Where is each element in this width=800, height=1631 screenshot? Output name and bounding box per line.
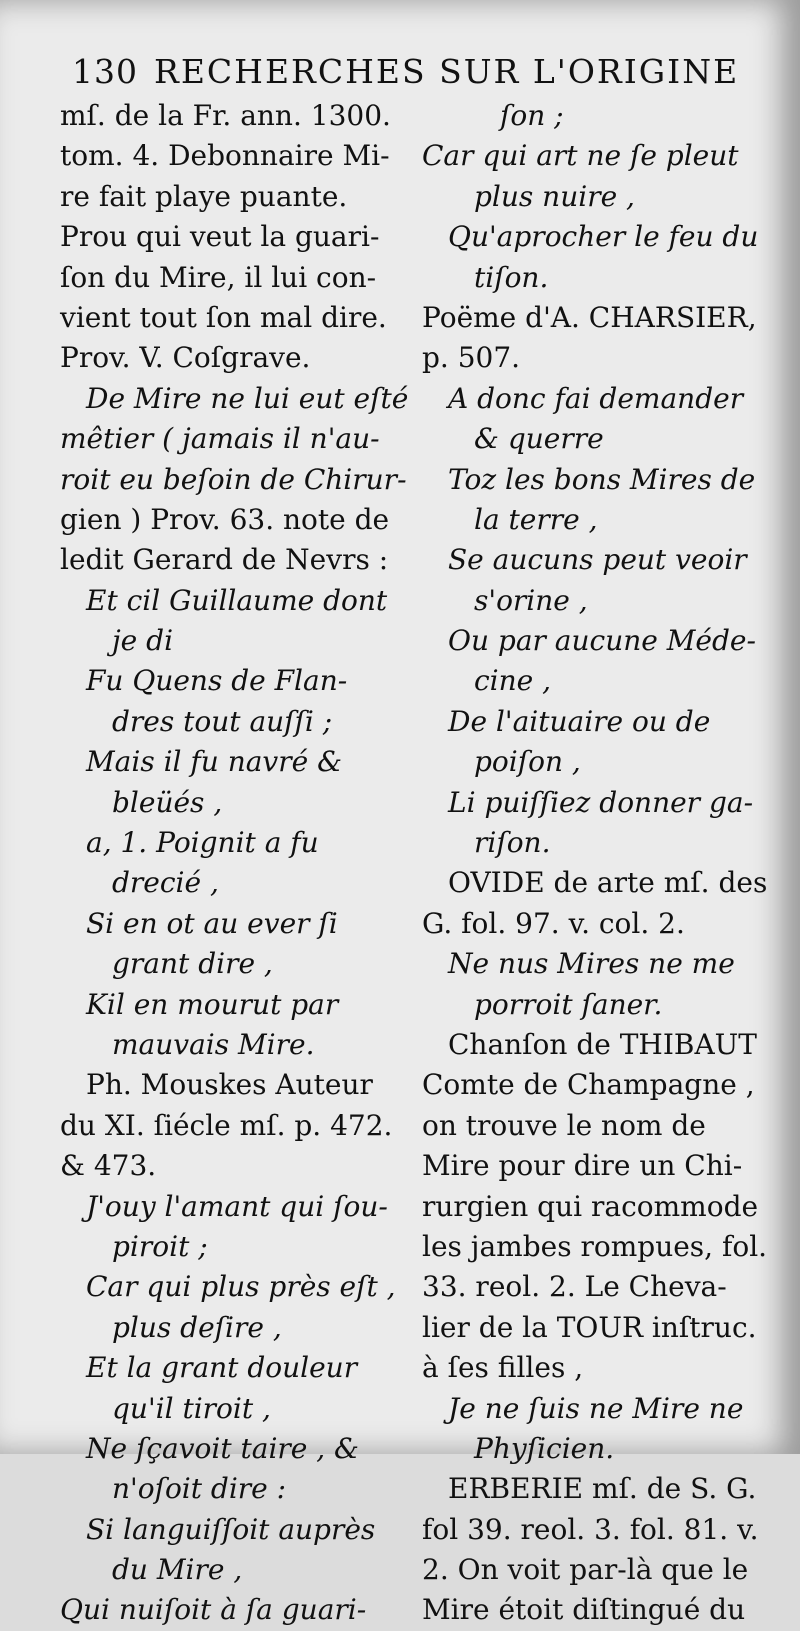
- left-column-line: Et la grant douleur: [86, 1351, 358, 1385]
- left-column-line: qu'il tiroit ,: [112, 1391, 271, 1425]
- right-column-line: lier de la TOUR inſtruc.: [422, 1310, 757, 1344]
- right-column-line: Chanſon de THIBAUT: [448, 1027, 757, 1061]
- left-column-line: Qui nuiſoit à ſa guari-: [60, 1593, 367, 1627]
- right-column-line: A donc fai demander: [448, 381, 744, 415]
- right-column-line: G. fol. 97. v. col. 2.: [422, 906, 685, 940]
- left-column-line: Ph. Mouskes Auteur: [86, 1068, 373, 1102]
- left-column-line: Car qui plus près eſt ,: [86, 1270, 396, 1304]
- right-column-line: Mire pour dire un Chi-: [422, 1149, 743, 1183]
- left-column-line: Mais il fu navré &: [86, 745, 343, 779]
- left-column-line: roit eu beſoin de Chirur-: [60, 462, 407, 496]
- right-column-line: Ne nus Mires ne me: [448, 947, 735, 981]
- left-column-line: Ne ſçavoit taire , &: [86, 1431, 359, 1465]
- right-column-line: s'orine ,: [474, 583, 588, 617]
- left-column-line: Si en ot au ever ſi: [86, 906, 338, 940]
- running-header: [72, 52, 752, 96]
- right-column-line: 33. reol. 2. Le Cheva-: [422, 1270, 727, 1304]
- left-column-line: bleüés ,: [112, 785, 223, 819]
- right-column-line: Ou par aucune Méde-: [448, 624, 756, 658]
- left-column-line: mêtier ( jamais il n'au-: [60, 422, 380, 456]
- page-number: 130: [72, 52, 138, 91]
- right-column-line: Toz les bons Mires de: [448, 462, 756, 496]
- right-column-line: à ſes filles ,: [422, 1351, 584, 1385]
- left-column-line: a, 1. Poignit a fu: [86, 826, 319, 860]
- left-column-line: Kil en mourut par: [86, 987, 339, 1021]
- right-column-line: Li puiſſiez donner ga-: [448, 785, 754, 819]
- right-column-line: porroit ſaner.: [474, 987, 663, 1021]
- left-column-line: tom. 4. Debonnaire Mi-: [60, 139, 390, 173]
- right-column-line: tiſon.: [474, 260, 549, 294]
- left-column-line: du XI. ſiécle mſ. p. 472.: [60, 1108, 393, 1142]
- running-title: RECHERCHES SUR L'ORIGINE: [154, 52, 740, 91]
- right-column-line: rurgien qui racommode: [422, 1189, 759, 1223]
- left-column-line: Et cil Guillaume dont: [86, 583, 388, 617]
- left-column-line: je di: [112, 624, 174, 658]
- right-column-line: Phyſicien.: [474, 1431, 615, 1465]
- left-column-line: plus deſire ,: [112, 1310, 282, 1344]
- left-column-line: re fait playe puante.: [60, 179, 348, 213]
- right-column-line: plus nuire ,: [474, 179, 635, 213]
- left-column-line: drecié ,: [112, 866, 219, 900]
- right-column-line: Se aucuns peut veoir: [448, 543, 747, 577]
- right-column: [422, 96, 768, 1627]
- left-column-line: du Mire ,: [112, 1553, 243, 1587]
- right-column-line: p. 507.: [422, 341, 521, 375]
- left-column-line: ſon du Mire, il lui con-: [60, 260, 377, 294]
- left-column-line: Fu Quens de Flan-: [86, 664, 348, 698]
- right-column-line: ſon ;: [500, 99, 564, 132]
- left-column-line: mſ. de la Fr. ann. 1300.: [60, 99, 391, 132]
- left-column-line: & 473.: [60, 1149, 157, 1183]
- right-column-line: Car qui art ne ſe pleut: [422, 139, 739, 173]
- left-column-line: Prou qui veut la guari-: [60, 220, 380, 254]
- right-column-line: riſon.: [474, 826, 551, 860]
- right-column-line: fol 39. reol. 3. fol. 81. v.: [422, 1512, 759, 1546]
- left-column-line: ledit Gerard de Nevrs :: [60, 543, 389, 577]
- left-column-line: J'ouy l'amant qui ſou-: [86, 1189, 388, 1223]
- right-column-line: les jambes rompues, fol.: [422, 1229, 768, 1263]
- left-column-line: Si languiſſoit auprès: [86, 1512, 376, 1546]
- right-column-line: & querre: [474, 422, 604, 456]
- right-column-line: Mire étoit diſtingué du: [422, 1593, 746, 1627]
- left-column-line: n'oſoit dire :: [112, 1472, 287, 1506]
- left-column-line: grant dire ,: [112, 947, 273, 981]
- right-column-line: Qu'aprocher le feu du: [448, 220, 759, 254]
- right-column-line: Je ne ſuis ne Mire ne: [448, 1391, 744, 1425]
- right-column-line: poiſon ,: [474, 745, 581, 779]
- left-column-line: gien ) Prov. 63. note de: [60, 502, 390, 536]
- left-column: [60, 96, 410, 1627]
- right-column-line: Comte de Champagne ,: [422, 1068, 755, 1102]
- left-column-line: dres tout auſſi ;: [112, 704, 333, 738]
- right-column-line: 2. On voit par-là que le: [422, 1553, 749, 1587]
- right-column-line: De l'aituaire ou de: [448, 704, 711, 738]
- right-column-line: ERBERIE mſ. de S. G.: [448, 1472, 757, 1506]
- right-column-line: la terre ,: [474, 502, 598, 536]
- right-column-line: OVIDE de arte mſ. des: [448, 866, 768, 900]
- right-column-line: cine ,: [474, 664, 552, 698]
- right-column-line: on trouve le nom de: [422, 1108, 706, 1142]
- left-column-line: Prov. V. Coſgrave.: [60, 341, 311, 375]
- left-column-line: piroit ;: [112, 1229, 208, 1263]
- left-column-line: mauvais Mire.: [112, 1027, 315, 1061]
- left-column-line: vient tout ſon mal dire.: [60, 300, 387, 334]
- right-column-line: Poëme d'A. CHARSIER,: [422, 300, 757, 334]
- left-column-line: De Mire ne lui eut eſté: [86, 381, 409, 415]
